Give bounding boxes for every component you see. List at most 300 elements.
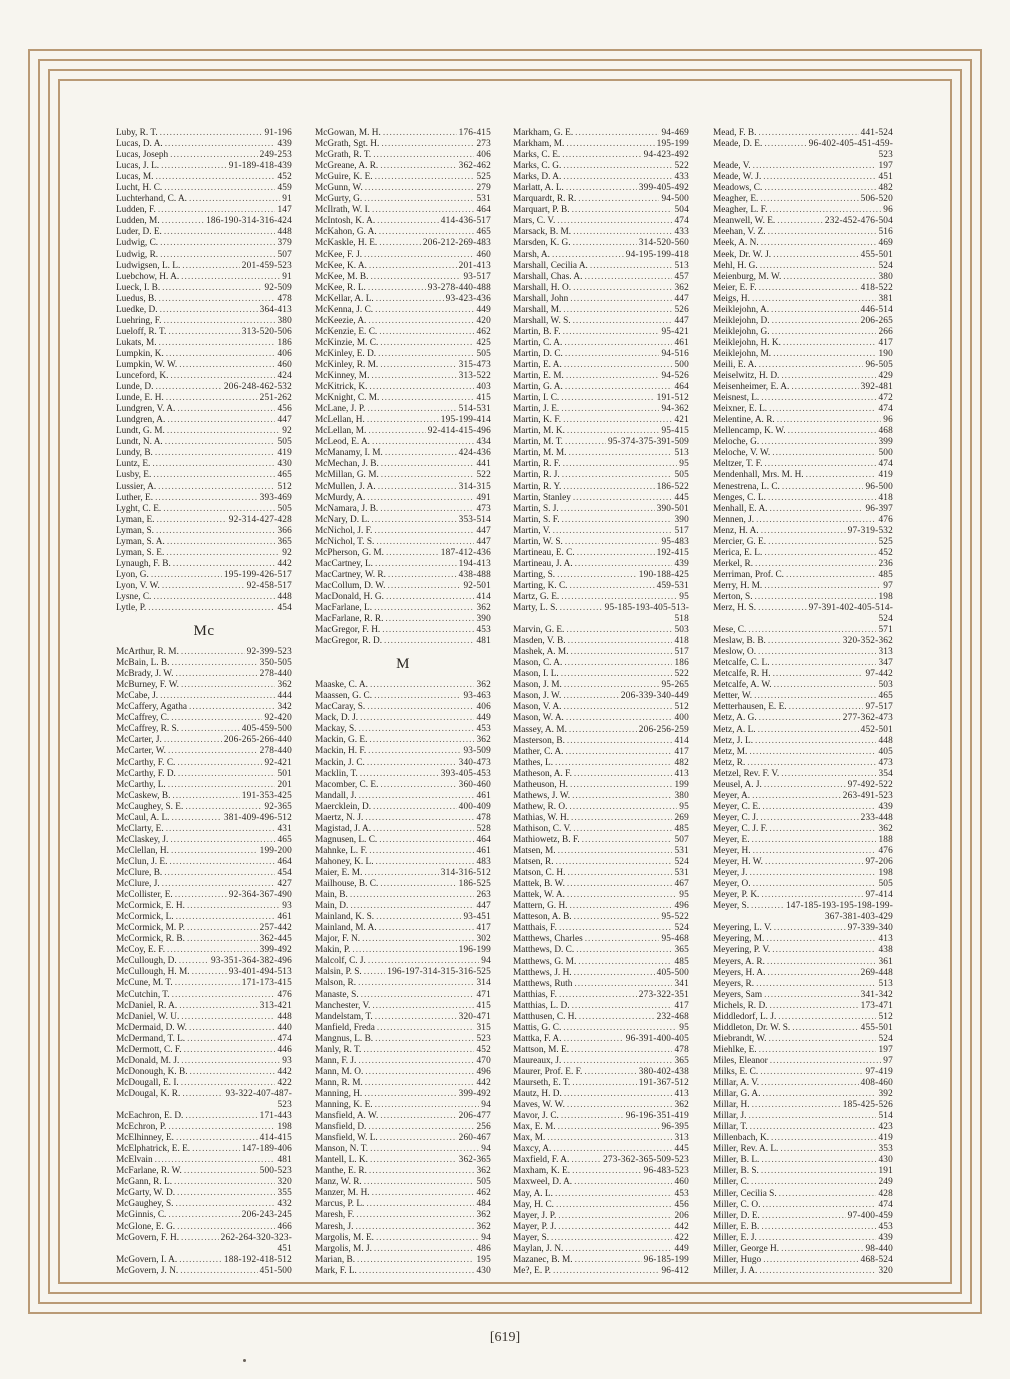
index-entry [713,835,893,846]
entry-name: Mattka, F. A. [513,1033,562,1044]
entry-name: Mark, F. L. [315,1265,357,1276]
entry-pages: 465 [277,470,292,481]
entry-pages: 452 [277,172,292,183]
leader-dots [759,283,859,294]
entry-name: Lukats, M. [116,337,157,348]
entry-name: Malson, R. [315,978,357,989]
index-entry [116,857,292,868]
entry-pages: 186-525 [458,879,491,890]
index-entry [315,128,491,139]
entry-pages: 97-339-340 [847,923,893,934]
leader-dots [155,172,275,183]
leader-dots [371,371,456,382]
index-entry [315,802,491,813]
leader-dots [770,1056,882,1067]
index-entry [116,1255,292,1266]
entry-pages: 417 [878,337,893,348]
leader-dots [168,1210,239,1221]
entry-pages: 94 [481,1144,491,1155]
leader-dots [761,393,876,404]
index-entry [513,979,689,990]
leader-dots [179,1001,257,1012]
entry-name: Mailhouse, B. C. [315,879,379,890]
leader-dots [372,1001,474,1012]
entry-name: Meienburg, M. W. [713,271,782,282]
index-entry [713,294,893,305]
index-entry [513,658,689,669]
entry-name: Mashek, A. M. [513,647,569,658]
leader-dots [579,1012,655,1023]
index-entry [116,205,292,216]
index-entry [713,1255,893,1266]
entry-name: Miller, E. J. [713,1232,757,1243]
index-entry [713,272,893,283]
leader-dots [368,426,425,437]
leader-dots [171,713,262,724]
leader-dots [166,349,276,360]
entry-pages: 367-381-403-429 [824,912,893,923]
leader-dots [379,238,421,249]
index-entry [116,1233,292,1244]
leader-dots [563,161,672,172]
index-column-3 [513,128,689,1277]
entry-pages: 413 [674,768,689,779]
leader-dots [754,691,876,702]
entry-pages: 461 [476,845,491,856]
entry-pages: 92 [282,426,292,437]
entry-pages: 513 [674,448,689,459]
entry-name: Mackay, S. [315,724,357,735]
index-entry [315,570,491,581]
index-entry [713,537,893,548]
entry-name: McCarthy, F. C. [116,757,176,768]
entry-pages: 353-514 [458,514,491,525]
entry-pages: 422 [277,1077,292,1088]
entry-name: Mandall, J. [315,790,357,801]
index-entry [713,1244,893,1255]
leader-dots [372,1188,475,1199]
leader-dots [187,1034,275,1045]
index-entry [116,923,292,934]
leader-dots [160,691,275,702]
entry-pages: 448 [878,735,893,746]
entry-name: McClaskey, J. [116,834,169,845]
entry-pages: 206-265 [860,315,893,326]
entry-name: McCaskew, B. [116,790,171,801]
index-entry [713,846,893,857]
entry-name: Martin, E. A. [513,359,562,370]
entry-name: Luedus, B. [116,293,157,304]
leader-dots [769,404,876,415]
index-entry [713,968,893,979]
index-entry [713,349,893,360]
entry-name: Lyman, S. E. [116,547,165,558]
entry-pages: 473 [878,757,893,768]
leader-dots [181,724,240,735]
index-entry [513,194,689,205]
entry-pages: 95-415 [661,426,689,437]
entry-name: McCollister, E. [116,890,173,901]
entry-name: Martin, E. M. [513,371,564,382]
leader-dots [767,968,858,979]
leader-dots [778,1012,876,1023]
entry-pages: 522 [476,470,491,481]
index-entry [713,1155,893,1166]
entry-pages: 522 [674,161,689,172]
entry-pages: 380 [878,271,893,282]
entry-pages: 186 [277,337,292,348]
entry-name: McCaughey, S. E. [116,801,184,812]
leader-dots [384,636,474,647]
entry-name: McMillan, G. M. [315,470,379,481]
leader-dots [582,835,673,846]
entry-pages: 471 [476,989,491,1000]
leader-dots [176,912,276,923]
entry-name: Mather, C. A. [513,746,564,757]
leader-dots [768,537,876,548]
leader-dots [748,625,876,636]
entry-name: Mercier, G. E. [713,536,767,547]
entry-pages: 442 [476,1077,491,1088]
entry-name: Meagher, L. F. [713,205,768,216]
leader-dots [365,1078,475,1089]
index-entry [315,1001,491,1012]
index-entry [315,1266,491,1277]
entry-name: Maresh, J. [315,1221,354,1232]
index-entry [315,448,491,459]
entry-pages: 505 [674,470,689,481]
index-entry [116,1222,292,1233]
leader-dots [562,470,673,481]
entry-pages: 187-412-436 [440,547,491,558]
entry-name: Luder, D. E. [116,227,162,238]
entry-name: Matthias, F. [513,989,557,1000]
index-entry [713,824,893,835]
index-entry [713,1122,893,1133]
leader-dots [570,780,672,791]
index-entry [713,470,893,481]
entry-name: McKenna, J. C. [315,304,374,315]
leader-dots [180,1266,257,1277]
entry-pages: 447 [674,315,689,326]
index-entry [513,990,689,1001]
entry-pages: 362 [476,603,491,614]
leader-dots [155,493,258,504]
leader-dots [181,1056,280,1067]
index-entry [513,702,689,713]
entry-pages: 523 [277,1099,292,1110]
leader-dots [364,868,438,879]
entry-pages: 92 [282,547,292,558]
leader-dots [155,448,276,459]
entry-pages: 442 [277,558,292,569]
entry-pages: 195-199 [656,139,689,150]
entry-name: Melentine, A. R. [713,415,775,426]
index-entry [713,238,893,249]
index-entry [713,515,893,526]
leader-dots [752,294,877,305]
entry-pages: 430 [878,1155,893,1166]
entry-pages: 197 [878,1044,893,1055]
leader-dots [565,437,606,448]
entry-name: Ludwig, R. [116,249,159,260]
entry-pages: 467 [674,879,689,890]
entry-pages: 517 [674,525,689,536]
entry-pages: 95 [679,801,689,812]
leader-dots [360,713,474,724]
entry-name: Menhall, E. A. [713,503,768,514]
index-entry [713,1001,893,1012]
leader-dots [792,1023,858,1034]
leader-dots [380,161,456,172]
entry-pages: 201-413 [458,260,491,271]
index-entry [513,559,689,570]
index-entry [116,1210,292,1221]
leader-dots [764,990,859,1001]
entry-name: Merriman, Prof. C. [713,569,785,580]
index-entry [513,327,689,338]
leader-dots [176,1133,258,1144]
leader-dots [558,1222,672,1233]
entry-pages: 449 [476,713,491,724]
index-entry [315,1034,491,1045]
leader-dots [358,978,474,989]
entry-name: Meyer, C. J. F. [713,823,768,834]
index-entry [713,658,893,669]
index-entry [315,371,491,382]
leader-dots [160,128,263,139]
leader-dots [561,592,677,603]
entry-pages: 94-516 [661,348,689,359]
index-entry [713,890,893,901]
entry-name: Matsen, M. [513,846,556,857]
entry-name: Matthews, Charles [513,934,583,945]
entry-name: McGrath, R. T. [315,150,372,161]
index-entry [315,746,491,757]
index-entry [513,250,689,261]
index-entry [116,526,292,537]
leader-dots [368,316,474,327]
entry-pages: 314 [476,978,491,989]
index-entry [116,393,292,404]
leader-dots [182,1089,223,1100]
index-entry [116,758,292,769]
entry-pages: 531 [674,846,689,857]
entry-name: Martin, C. A. [513,337,563,348]
entry-pages: 406 [476,702,491,713]
entry-pages: 273-362-365-509-523 [603,1155,689,1166]
leader-dots [369,846,474,857]
leader-dots [756,979,876,990]
entry-pages: 320 [277,1177,292,1188]
entry-pages: 451 [277,1243,292,1254]
entry-pages: 263-491-523 [842,790,893,801]
leader-dots [576,945,672,956]
entry-name: Maxfield, F. A. [513,1155,570,1166]
leader-dots [561,669,673,680]
entry-pages: 405-459-500 [241,724,292,735]
leader-dots [167,945,258,956]
leader-dots [373,150,474,161]
index-entry [116,1045,292,1056]
leader-dots [760,261,877,272]
entry-name: Millenbach, K. [713,1133,770,1144]
entry-name: Maaske, C. A. [315,680,368,691]
index-entry [713,305,893,316]
index-entry [315,559,491,570]
leader-dots [567,736,673,747]
entry-pages: 96-397 [865,503,893,514]
index-entry [116,990,292,1001]
index-entry [713,161,893,172]
entry-name: Maertz, N. J. [315,812,364,823]
entry-name: McDaniel, R. A. [116,1000,178,1011]
entry-name: MacCaray, S. [315,702,366,713]
entry-name: Lyght, C. E. [116,503,162,514]
entry-pages: 470 [476,1055,491,1066]
index-entry [513,901,689,912]
leader-dots [753,161,877,172]
entry-pages: 366 [277,525,292,536]
index-entry [315,713,491,724]
index-entry [713,625,893,636]
entry-pages: 380 [674,790,689,801]
leader-dots [760,1067,863,1078]
entry-pages: 362 [476,680,491,691]
entry-pages: 95-468 [661,934,689,945]
leader-dots [755,559,876,570]
entry-pages: 380-402-438 [638,1066,689,1077]
entry-pages: 433 [674,227,689,238]
index-entry [713,592,893,603]
leader-dots [577,548,655,559]
entry-pages: 452-501 [860,724,893,735]
entry-name: Miller, B. L. [713,1155,760,1166]
entry-name: McEchron, P. [116,1122,167,1133]
entry-name: Matson, C. H. [513,868,566,879]
leader-dots [175,890,227,901]
index-entry-continuation [713,912,893,923]
leader-dots [559,990,637,1001]
index-entry [713,901,893,912]
leader-dots [568,636,673,647]
entry-pages: 459-531 [656,580,689,591]
entry-pages: 354 [878,768,893,779]
leader-dots [574,769,673,780]
leader-dots [375,1012,457,1023]
index-entry [713,1089,893,1100]
leader-dots [567,868,672,879]
entry-name: Mahnke, L. F. [315,845,368,856]
index-entry [315,150,491,161]
index-entry [315,680,491,691]
entry-name: Martin, D. C. [513,348,563,359]
index-entry [513,592,689,603]
index-entry [713,603,893,614]
entry-pages: 452 [476,1044,491,1055]
leader-dots [187,901,280,912]
entry-pages: 513 [674,260,689,271]
entry-name: Meltzer, T. F. [713,459,763,470]
entry-pages: 441-524 [860,128,893,138]
index-entry [713,448,893,459]
entry-pages: 266 [878,326,893,337]
entry-pages: 462 [476,326,491,337]
entry-pages: 362 [674,1100,689,1111]
leader-dots [566,747,673,758]
entry-pages: 381 [878,293,893,304]
index-entry [713,1166,893,1177]
entry-pages: 482 [878,183,893,194]
index-entry-continuation [713,150,893,161]
leader-dots [563,1056,672,1067]
leader-dots [385,614,474,625]
entry-pages: 406 [277,348,292,359]
entry-pages: 362 [476,1166,491,1177]
entry-pages: 201 [277,779,292,790]
leader-dots [369,735,474,746]
entry-name: Meiklejohn, H. K. [713,337,781,348]
index-entry [315,1111,491,1122]
entry-name: Meili, E. A. [713,359,757,370]
leader-dots [761,1155,876,1166]
index-entry [116,570,292,581]
index-entry [116,1122,292,1133]
index-entry [315,1133,491,1144]
entry-name: Middledorf, L. J. [713,1011,777,1022]
entry-name: Meiklejohn, M. [713,348,772,359]
leader-dots [374,526,474,537]
entry-pages: 95 [679,459,689,470]
entry-name: Metz, J. L. [713,735,754,746]
entry-name: McElphatrick, E. E. [116,1144,191,1155]
index-entry [513,945,689,956]
entry-name: McCarthy, L. [116,779,166,790]
entry-name: Meek, A. N. [713,238,759,249]
leader-dots [570,294,672,305]
entry-pages: 524 [674,857,689,868]
entry-pages: 405 [878,746,893,757]
entry-name: MacCartney, L. [315,558,373,569]
leader-dots [574,1177,672,1188]
entry-pages: 350-505 [259,658,292,669]
entry-pages: 420 [476,315,491,326]
index-entry [315,1244,491,1255]
entry-pages: 461 [674,337,689,348]
entry-pages: 191-353-425 [241,790,292,801]
entry-name: Marshall, Chas. A. [513,271,583,282]
leader-dots [164,227,276,238]
index-entry [116,1166,292,1177]
entry-pages: 390 [476,614,491,625]
leader-dots [160,238,275,249]
leader-dots [770,1001,859,1012]
entry-name: McKinley, E. D. [315,348,377,359]
index-entry [315,824,491,835]
leader-dots [148,603,275,614]
index-entry [513,161,689,172]
leader-dots [751,1177,876,1188]
index-entry [116,294,292,305]
index-entry [315,636,491,647]
entry-pages: 263 [476,890,491,901]
index-entry [116,669,292,680]
entry-name: Manly, R. T. [315,1044,362,1055]
leader-dots [165,139,276,150]
index-entry [713,316,893,327]
entry-pages: 313 [674,1133,689,1144]
index-entry [513,824,689,835]
